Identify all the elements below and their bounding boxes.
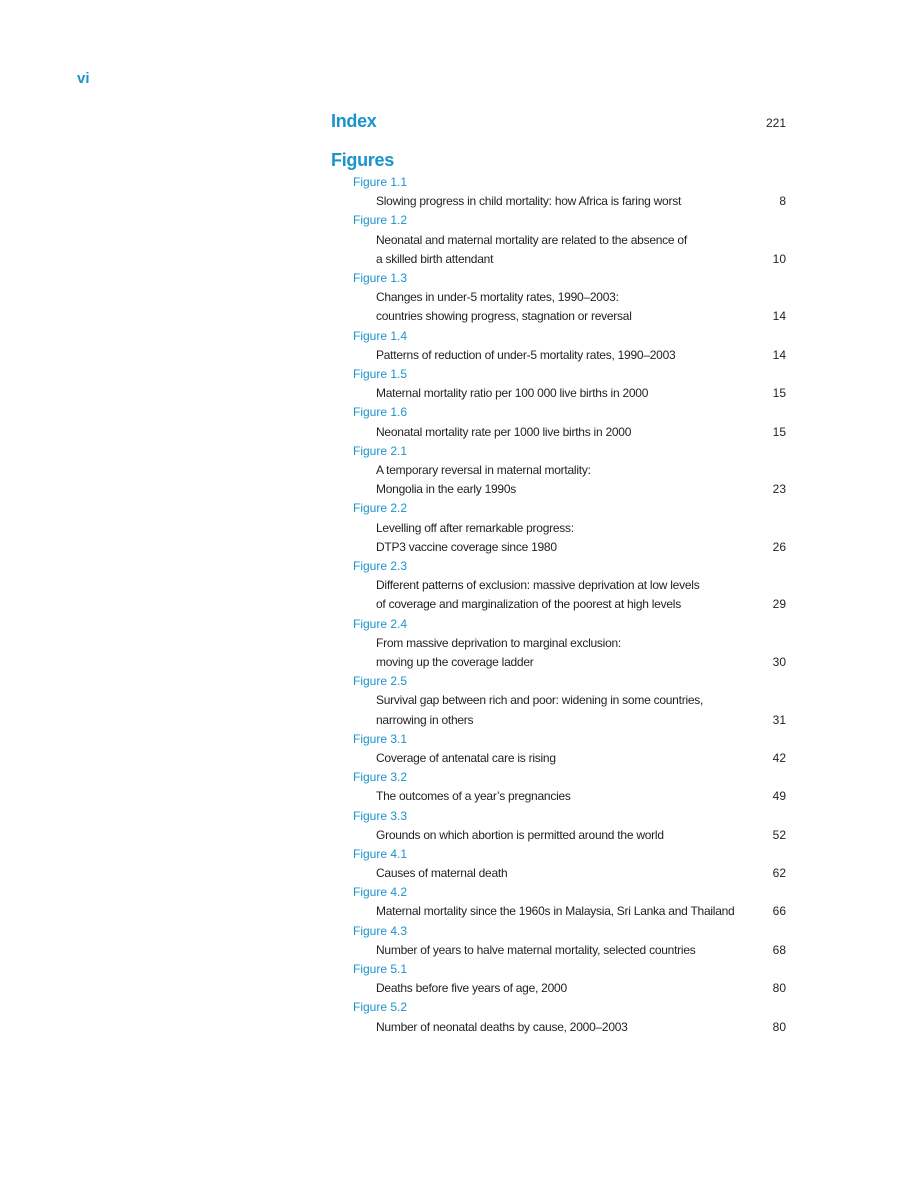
figure-page-number: 68 xyxy=(772,942,786,957)
figures-list xyxy=(353,173,786,1037)
figure-body xyxy=(353,423,786,442)
figure-caption: Different patterns of exclusion: massive deprivation at low levels of coverage and marginalization of the poorest at high levels xyxy=(376,578,700,612)
figure-page-number: 8 xyxy=(779,194,786,209)
figure-page-number: 42 xyxy=(772,750,786,765)
figure-page-number: 80 xyxy=(772,1019,786,1034)
figure-page-number: 10 xyxy=(772,251,786,266)
figures-heading: Figures xyxy=(331,150,394,170)
figure-page-number: 14 xyxy=(772,309,786,324)
figure-entry xyxy=(353,615,786,673)
figure-caption: Grounds on which abortion is permitted around the world xyxy=(376,827,664,842)
figure-caption: Patterns of reduction of under-5 mortality rates, 1990–2003 xyxy=(376,347,676,362)
figure-label: Figure 1.4 xyxy=(353,328,408,343)
figure-body xyxy=(353,979,786,998)
figure-label: Figure 2.2 xyxy=(353,501,408,516)
figure-entry xyxy=(353,211,786,269)
figure-body xyxy=(353,787,786,806)
figure-caption: Maternal mortality ratio per 100 000 live births in 2000 xyxy=(376,386,649,401)
figure-label: Figure 2.5 xyxy=(353,674,408,689)
figure-body xyxy=(353,749,786,768)
figure-caption: Neonatal mortality rate per 1000 live births in 2000 xyxy=(376,424,632,439)
figure-label: Figure 1.5 xyxy=(353,366,408,381)
figure-label: Figure 3.2 xyxy=(353,770,408,785)
figure-label: Figure 4.2 xyxy=(353,885,408,900)
figure-caption: Changes in under-5 mortality rates, 1990–2003: countries showing progress, stagnation or reversal xyxy=(376,290,632,324)
figure-body xyxy=(353,461,786,499)
figure-label: Figure 1.2 xyxy=(353,213,408,228)
figure-caption: Coverage of antenatal care is rising xyxy=(376,750,556,765)
figure-caption: Neonatal and maternal mortality are related to the absence of a skilled birth attendant xyxy=(376,232,687,266)
figure-caption: Causes of maternal death xyxy=(376,866,508,881)
figure-body xyxy=(353,634,786,672)
figure-label: Figure 5.2 xyxy=(353,1000,408,1015)
figure-entry xyxy=(353,672,786,730)
figure-body xyxy=(353,864,786,883)
figure-page-number: 49 xyxy=(772,789,786,804)
figure-caption: Levelling off after remarkable progress: DTP3 vaccine coverage since 1980 xyxy=(376,520,574,554)
figure-entry xyxy=(353,730,786,768)
figure-entry xyxy=(353,173,786,211)
figure-page-number: 15 xyxy=(772,386,786,401)
figure-entry xyxy=(353,845,786,883)
figure-caption: Survival gap between rich and poor: widening in some countries, narrowing in others xyxy=(376,693,704,727)
figure-caption: The outcomes of a year’s pregnancies xyxy=(376,789,571,804)
figure-label: Figure 1.3 xyxy=(353,270,408,285)
toc-entry-index xyxy=(331,111,786,132)
figure-caption: Number of neonatal deaths by cause, 2000–2003 xyxy=(376,1019,628,1034)
figure-entry xyxy=(353,883,786,921)
figure-page-number: 80 xyxy=(772,981,786,996)
figure-body xyxy=(353,384,786,403)
figure-body xyxy=(353,1018,786,1037)
figure-label: Figure 3.1 xyxy=(353,731,408,746)
figure-label: Figure 2.1 xyxy=(353,443,408,458)
figure-entry xyxy=(353,403,786,441)
figure-body xyxy=(353,691,786,729)
figure-entry xyxy=(353,807,786,845)
figure-page-number: 23 xyxy=(772,482,786,497)
figure-entry xyxy=(353,442,786,500)
figure-entry xyxy=(353,269,786,327)
figure-body xyxy=(353,288,786,326)
figure-caption: From massive deprivation to marginal exclusion: moving up the coverage ladder xyxy=(376,635,622,669)
figure-label: Figure 5.1 xyxy=(353,962,408,977)
figure-caption: Deaths before five years of age, 2000 xyxy=(376,981,567,996)
figure-page-number: 29 xyxy=(772,597,786,612)
figure-body xyxy=(353,941,786,960)
figure-label: Figure 4.3 xyxy=(353,923,408,938)
figure-caption: A temporary reversal in maternal mortality: Mongolia in the early 1990s xyxy=(376,462,591,497)
figure-page-number: 52 xyxy=(772,827,786,842)
figure-entry xyxy=(353,365,786,403)
figure-entry xyxy=(353,768,786,806)
figure-label: Figure 4.1 xyxy=(353,846,408,861)
figure-body xyxy=(353,826,786,845)
figure-page-number: 66 xyxy=(772,904,786,919)
figure-entry xyxy=(353,922,786,960)
figure-caption: Maternal mortality since the 1960s in Malaysia, Sri Lanka and Thailand xyxy=(376,904,735,919)
figure-entry xyxy=(353,327,786,365)
figure-body xyxy=(353,576,786,614)
figure-label: Figure 1.1 xyxy=(353,175,408,189)
figure-body xyxy=(353,902,786,921)
index-heading: Index xyxy=(331,111,377,131)
figure-entry xyxy=(353,998,786,1036)
figure-caption: Slowing progress in child mortality: how Africa is faring worst xyxy=(376,194,682,209)
figure-page-number: 14 xyxy=(772,347,786,362)
figure-body xyxy=(353,231,786,269)
figure-page-number: 30 xyxy=(772,654,786,669)
figure-entry xyxy=(353,557,786,615)
figure-page-number: 26 xyxy=(772,539,786,554)
figure-caption: Number of years to halve maternal mortality, selected countries xyxy=(376,942,696,957)
figure-label: Figure 2.4 xyxy=(353,616,408,631)
index-page-number: 221 xyxy=(765,116,786,130)
figure-label: Figure 1.6 xyxy=(353,405,408,420)
figure-label: Figure 3.3 xyxy=(353,808,408,823)
figure-entry xyxy=(353,499,786,557)
figure-entry xyxy=(353,960,786,998)
page-folio: vi xyxy=(77,70,90,87)
figure-page-number: 15 xyxy=(772,424,786,439)
figure-page-number: 62 xyxy=(772,866,786,881)
figure-body xyxy=(353,192,786,211)
figure-label: Figure 2.3 xyxy=(353,558,408,573)
figure-body xyxy=(353,346,786,365)
figure-body xyxy=(353,519,786,557)
figure-page-number: 31 xyxy=(772,712,786,727)
